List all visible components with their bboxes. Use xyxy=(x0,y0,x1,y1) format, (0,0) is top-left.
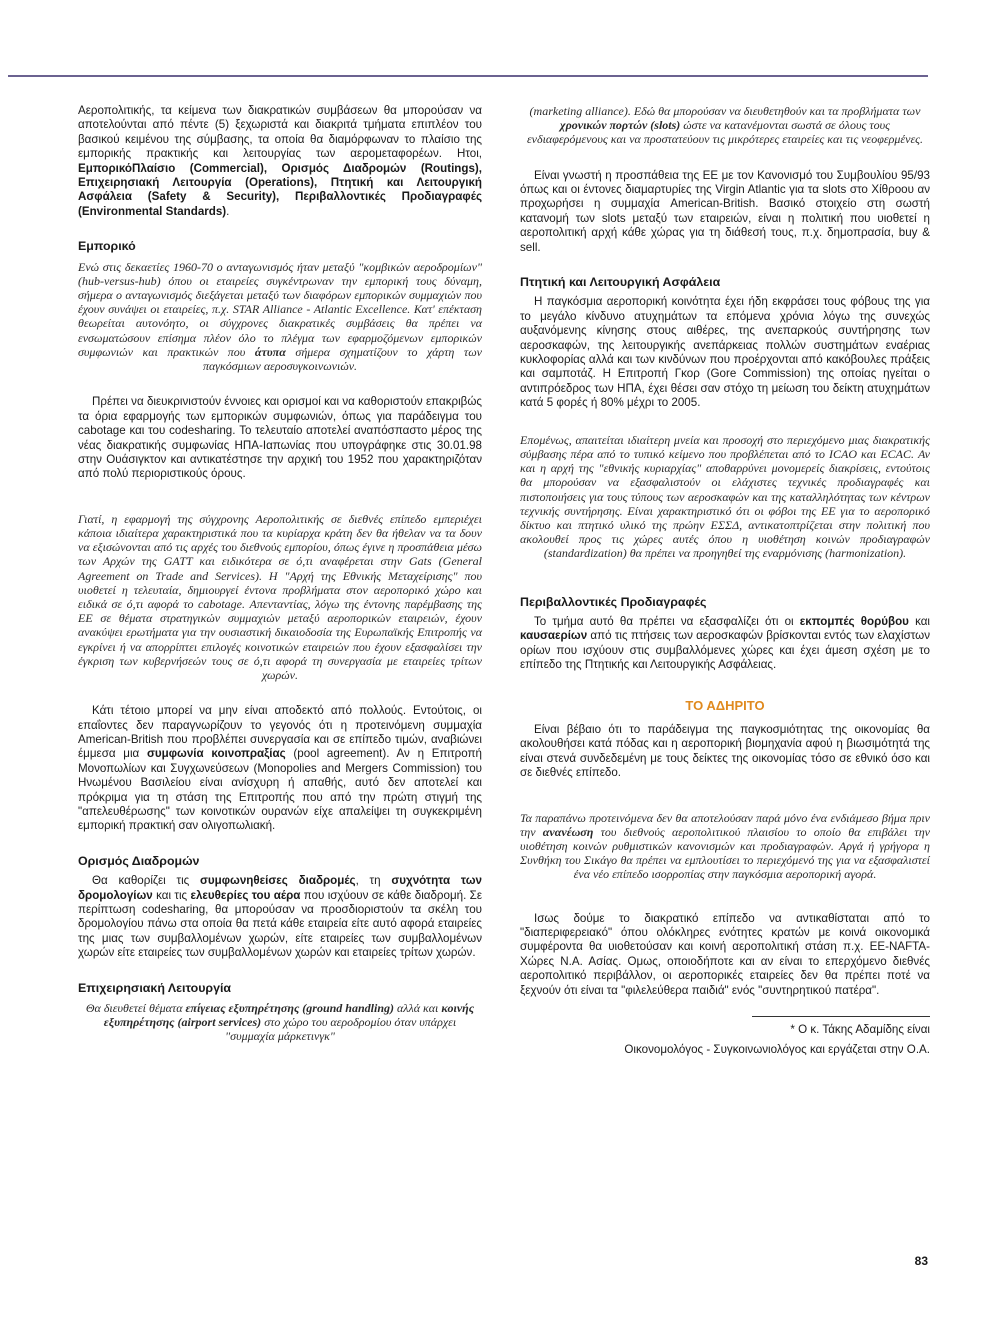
paragraph-globalization: Είναι βέβαιο ότι το παράδειγμα της παγκοσμιότητας της οικονομίας θα ακολουθήσει κατά πόδας και η αεροπορική βιομηχανία αφού η βιωσιμότητά της είναι στενά συνδεδεμένη με τους δείκτες της οικονομίας τόσο σε εθνικό όσο και σε διεθνές επίπεδο. xyxy=(520,722,930,780)
paragraph-pool-agreement xyxy=(78,704,482,834)
paragraph-cabotage: Πρέπει να διευκρινιστούν έννοιες και ορισμοί και να καθοριστούν επακριβώς τα όρια εφαρμογής των εμπορικών συμφωνιών, όπως για παράδειγμα του cabotage και του codesharing. Το τελευταίο αποτελεί αναπόσπαστο μέρος της νέας διακρατικής συμφωνίας ΗΠΑ-Ιαπωνίας που υπογράφηκε στις 30.01.98 στην Ουάσιγκτον και αντικατέστησε την αρχική του 1952 που χαρακτηριζόταν από πολύ περιοριστικούς όρους. xyxy=(78,395,482,481)
text-run: και xyxy=(908,614,931,628)
text-run: αλλά και xyxy=(394,1001,442,1016)
bold-text: κοινής εξυπηρέτησης (airport services) xyxy=(103,1001,475,1030)
text-run: , τη xyxy=(355,874,392,888)
quote-emporiko xyxy=(78,260,482,374)
footnote-author: * Ο κ. Τάκης Αδαμίδης είναι xyxy=(790,1023,930,1037)
paragraph-safety: Η παγκόσμια αεροπορική κοινότητα έχει ήδη εκφράσει τους φόβους της για το μεγάλο κίνδυνο ατυχημάτων τα επόμενα χρόνια λόγω της συνεχώς αυξανόμενης κίνησης στους αιθέρες, της ανεπαρκούς συντήρησης των αεροσκαφών, της λειτουργικής ανεπάρκειας πολλών συστημάτων εναέριας κυκλοφορίας αλλά και των κινδύνων που προέρχονται από κακόβουλες πράξεις και σαμποτάζ. Η Επιτροπή Γκορ (Gore Commission) της οποίας ηγείται ο αντιπρόεδρος των ΗΠΑ, έχει θέσει σαν στόχο τη μείωση του δείκτη ατυχημάτων κατά 5 φορές ή 80% μέχρι το 2005. xyxy=(520,295,930,410)
bold-text: συμφωνία κοινοπραξίας xyxy=(146,747,286,761)
text-run: από τις πτήσεις των αεροσκαφών βρίσκονται εντός των ελαχίστων ορίων που ισχύουν στις συμβαλλόμενες χώρες και έχει άμεση σχέση με το επίπεδο της Πτητικής και Λειτουργικής Ασφάλειας. xyxy=(520,629,930,672)
text-run: Τα παραπάνω προτεινόμενα δεν θα αποτελούσαν παρά μόνο ένα ενδιάμεσο βήμα πριν την xyxy=(520,810,930,839)
left-column xyxy=(78,104,482,1044)
heading-adirito: ΤΟ ΑΔΗΡΙΤΟ xyxy=(685,697,765,713)
header-rule xyxy=(8,75,928,77)
quote-ground-handling xyxy=(78,1001,482,1044)
paragraph-routes xyxy=(78,874,482,960)
text-run: Θα καθορίζει τις xyxy=(92,874,200,888)
quote-gatt: Γιατί, η εφαρμογή της σύγχρονης Αεροπολιτικής σε διεθνές επίπεδο εμπεριέχει κάποια ιδιαίτερα χαρακτηριστικά που τα κυρίαρχα κράτη δεν θα ήθελαν να τα δουν να εξισώνονται από τις αρχές του διεθνούς εμπορίου, όπως έγινε η προσπάθεια μέσω των Αρχών της GATT και ειδικότερα σε ό,τι αναφέρεται στην Gats (General Agreement on Trade and Services). Η "Αρχή της Εθνικής Μεταχείρισης" που υιοθετεί η τελευταία, δημιουργεί έντονα προβλήματα στον αεροπορικό χώρο και ειδικά σε ό,τι αφορά το cabotage. Απενταντίας, λόγω της έντονης παρέμβασης της ΕΕ σε θέματα στρατηγικών συμμαχιών μεταξύ αεροπορικών εταιρειών, έχουν ανακύψει ερωτήματα για την ουσιαστική δικαιοδοσία της Ευρωπαϊκής Επιτροπής να εγκρίνει ή να απορρίπτει επιλογές κοινοτικών εταιρειών που έχουν εξασφαλίσει την έγκριση των κυβερνήσεών τους σε ό,τι αφορά τη συνεργασία με εταιρείες τρίτων χωρών. xyxy=(78,511,482,682)
intro-paragraph xyxy=(78,104,482,219)
heading-epixeirisiaki: Επιχειρησιακή Λειτουργία xyxy=(78,980,232,995)
text-run: (pool agreement). Αν η Επιτροπή Μονοπωλίων και Συγχωνεύσεων (Monopolies and Mergers Commission) του Ηνωμένου Βασιλείου είναι ανίσχυρη ή απαθής, αυτό δεν αποτελεί και πρόκριμα για τη στάση της Επιτροπής που από την πρώτη στιγμή της "απελευθέρωσης" των κοινοτικών ουρανών είχε απαλείψει τη συγκεκριμένη εμπορική πρακτική σαν ολιγοπωλιακή. xyxy=(78,747,482,833)
quote-slots xyxy=(520,104,930,147)
bold-text: ΕμπορικόΠλαίσιο (Commercial), Ορισμός Διαδρομών (Routings), Επιχειρησιακή Λειτουργία (Operations), Πτητική και Λειτουργική Ασφάλεια (Safety & Security), Περιβαλλοντικές Προδιαγραφές (Environmental Standards) xyxy=(78,161,482,218)
text-run: Ενώ στις δεκαετίες 1960-70 ο ανταγωνισμός ήταν μεταξύ "κομβικών αεροδρομίων" (hub-versus-hub) όπου οι εταιρείες συγκέντρωναν την εμπορική τους δύναμη, σήμερα ο ανταγωνισμός διεξάγεται μεταξύ των διαφόρων εμπορικών συμμαχιών που έχουν συνάψει οι εταιρείες, π.χ. STAR Alliance - Atlantic Excellence. Κατ' επέκταση θεωρείται αυτονόητο, οι σύγχρονες διακρατικές συμβάσεις θα πρέπει να ενσωματώσουν επίσημα πλέον όλο το πλέγμα των εφαρμοζόμενων εμπορικών συμφωνιών και πρακτικών που xyxy=(78,259,482,359)
paragraph-conclusion: Ισως δούμε το διακρατικό επίπεδο να αντικαθίσταται από το "διαπεριφερειακό" όπου ολόκληρες ενότητες κρατών με κοινά οικονομικά συμφέροντα θα υιοθετούσαν και κοινή αεροπολιτική στάση π.χ. ΕΕ-NAFTA-Χώρες Ν.Α. Ασίας. Ομως, οποιοδήποτε και αν είναι το επερχόμενο διεθνές αεροπολιτικό περιβάλλον, οι αεροπορικές εταιρείες δεν θα πρέπει ποτέ να ξεχνούν ότι είναι τα "φιλελεύθερα παιδιά" ενός "συντηρητικού πατέρα". xyxy=(520,911,930,997)
paragraph-virgin: Είναι γνωστή η προσπάθεια της ΕΕ με τον Κανονισμό του Συμβουλίου 95/93 όπως και οι έντονες διαμαρτυρίες της Virgin Atlantic για τα slots στο Χίθροου αν προχωρήσει η συμμαχία American-British. Βασικό στοιχείο στη σωστή κατανομή των slots μεταξύ των εταιρειών, είναι η πολιτική που υιοθετεί η αεροπολιτική αρχή κάθε χώρας για τη διάθεσή τους, π.χ. δημοπρασία, buy & sell. xyxy=(520,168,930,254)
text-run: και τις xyxy=(152,888,191,902)
text-run: στο χώρο του αεροδρομίου όταν υπάρχει "συμμαχία μάρκετινγκ" xyxy=(225,1015,457,1044)
heading-perivallontikes: Περιβαλλοντικές Προδιαγραφές xyxy=(520,594,707,609)
bold-text: ελευθερίες του αέρα xyxy=(190,888,301,902)
text-run: που ισχύουν σε κάθε διαδρομή. Σε περίπτωση codesharing, θα μπορούσαν να προσδιοριστούν τα σκέλη του δρομολογίου πάνω στα οποία θα πετά κάθε εταιρεία είτε αυτό αφορά εταιρείες της μιας των συμβαλλομένων χωρών, είτε εταιρείες των συμβαλλομένων χωρών είτε εταιρείες των συμβαλλομένων χωρών και εταιρείες τρίτων χωρών. xyxy=(78,888,483,960)
text-run: . xyxy=(226,204,230,218)
text-run: σήμερα σχηματίζουν το χάρτη των παγκόσμιων αεροσυγκοινωνιών. xyxy=(202,344,482,374)
bold-text: επίγειας εξυπηρέτησης (ground handling) xyxy=(185,1001,394,1016)
paragraph-emissions xyxy=(520,615,930,673)
heading-emporiko: Εμπορικό xyxy=(78,239,136,254)
footnote-profession: Οικονομολόγος - Συγκοινωνιολόγος και εργάζεται στην Ο.Α. xyxy=(624,1043,930,1057)
right-column xyxy=(520,104,930,1058)
text-run: Κάτι τέτοιο μπορεί να μην είναι αποδεκτό από πολλούς. Εντούτοις, οι επαΐοντες δεν παραγνωρίζουν το γεγονός ότι η προτεινόμενη συμμαχία American-British που προβλέπει συνεργασία και σε επίπεδο τιμών, αναβιώνει έμμεσα μια xyxy=(78,704,482,761)
bold-text: συχνότητα των δρομολογίων xyxy=(78,874,482,902)
text-run: ώστε να κατανέμονται σωστά σε όλους τους ενδιαφερόμενους και να προστατεύουν τις μικρότερες εταιρείες και τις νεοφερμένες. xyxy=(526,118,924,147)
text-run: Θα διευθετεί θέματα xyxy=(85,1001,186,1016)
bold-text: άτυπα xyxy=(254,344,286,359)
bold-text: συμφωνηθείσες διαδρομές xyxy=(199,874,356,888)
page-number: 83 xyxy=(914,1254,928,1268)
bold-text: χρονικών πορτών (slots) xyxy=(560,118,681,133)
quote-icao: Επομένως, απαιτείται ιδιαίτερη μνεία και προσοχή στο περιεχόμενο μιας διακρατικής σύμβασης πέρα από το τυπικό κείμενο που προβλέπεται από το ICAO και ECAC. Αν και η αρχή της "εθνικής κυριαρχίας" αποθαρρύνει μονομερείς διακρίσεις, εντούτοις θα μπορούσαν να εξασφαλιστούν οι ελάχιστες τεχνικές προδιαγραφές και πιστοποιήσεις για τους τύπους των αεροσκαφών και της καταλληλότητας των κέντρων τεχνικής συντήρησης. Είναι χαρακτηριστικό ότι οι φόβοι της ΕΕ για το αεροπορικό δίκτυο και πτητικό υλικό της πρώην ΕΣΣΔ, αντικατοπτρίζεται στην πολιτική που ακολουθεί προς τις χώρες αυτές όπου η υιοθέτηση κοινών προδιαγραφών (standardization) θα πρέπει να προηγηθεί της εναρμόνισης (harmonization). xyxy=(520,432,930,561)
bold-text: ανανέωση xyxy=(542,824,594,839)
text-run: (marketing alliance). Εδώ θα μπορούσαν να διευθετηθούν και τα προβλήματα των xyxy=(529,104,921,118)
heading-orismos: Ορισμός Διαδρομών xyxy=(78,853,200,868)
footnote-rule xyxy=(752,1016,930,1017)
text-run: Το τμήμα αυτό θα πρέπει να εξασφαλίζει ότι οι xyxy=(534,614,800,628)
quote-chicago xyxy=(520,811,930,882)
heading-ptitiki: Πτητική και Λειτουργική Ασφάλεια xyxy=(520,275,721,290)
bold-text: εκπομπές θορύβου xyxy=(799,614,909,628)
bold-text: καυσαερίων xyxy=(520,629,588,643)
text-run: Αεροπολιτικής, τα κείμενα των διακρατικών συμβάσεων θα μπορούσαν να αποτελούνται από πέντε (5) ξεχωριστά και διακριτά τμήματα επιπλέον του βασικού κειμένου της σύμβασης, τα οποία θα διαμόρφωναν το πλαίσιο της εμπορικής πρακτικής και λειτουργίας των αερομεταφορέων. Ητοι, xyxy=(78,104,482,161)
text-run: του διεθνούς αεροπολιτικού πλαισίου το οποίο θα επιβάλει την υιοθέτηση κοινών ρυθμιστικών κανονισμών και προδιαγραφών. Αργά ή γρήγορα η Συνθήκη του Σικάγο θα πρέπει να εμπλουτίσει το περιεχόμενό της για να εξασφαλιστεί ένα νέο επίπεδο ισορροπίας στην παγκόσμια αεροπορική αγορά. xyxy=(520,824,931,882)
